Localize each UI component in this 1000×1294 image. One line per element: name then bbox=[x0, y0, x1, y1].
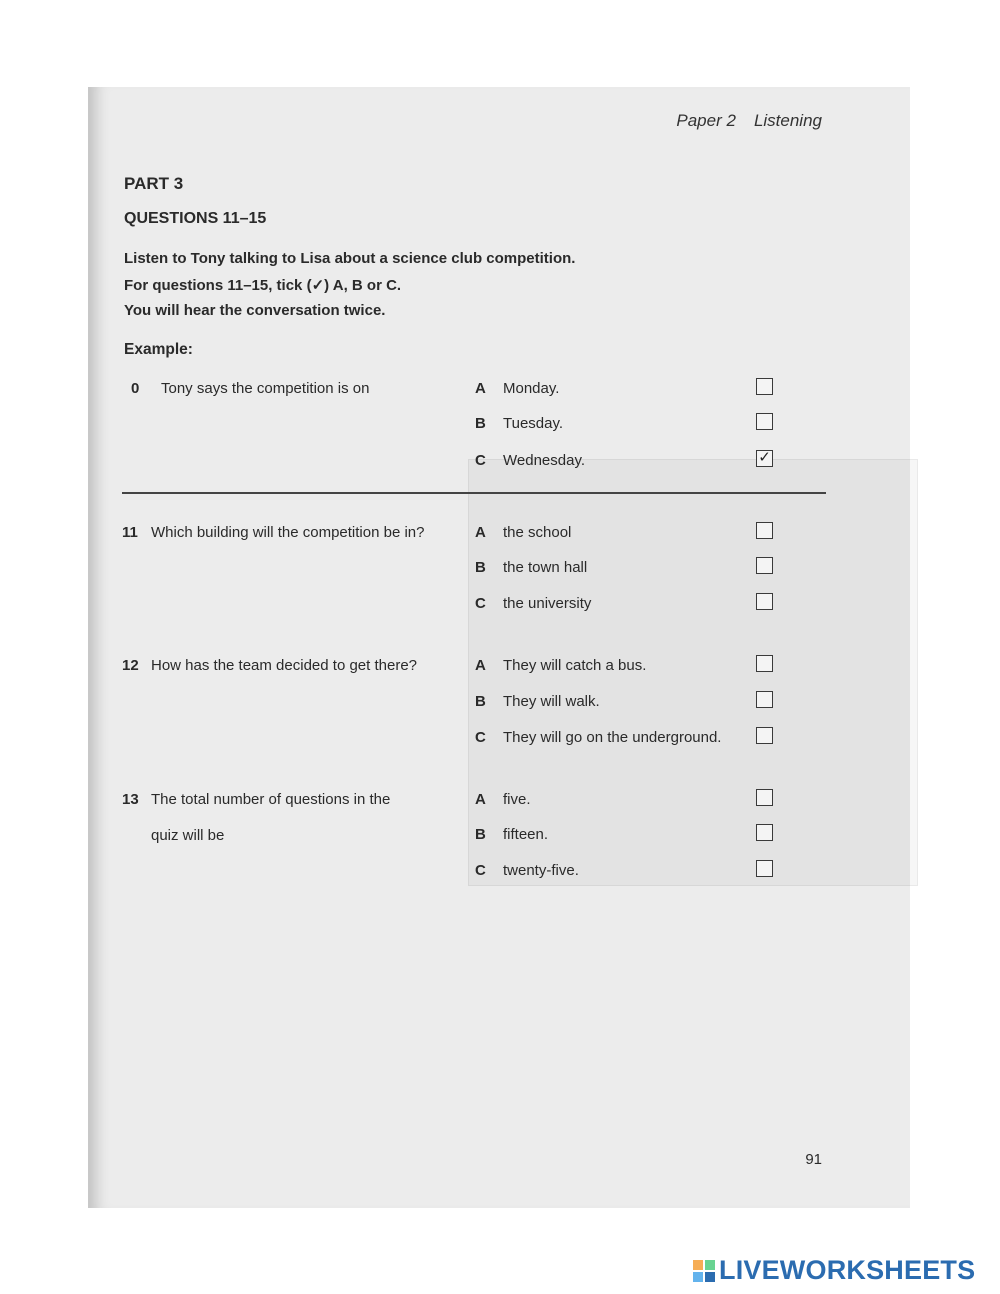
option-letter: C bbox=[475, 862, 486, 879]
option-text: fifteen. bbox=[503, 826, 549, 843]
tick-mark: ✓ bbox=[758, 449, 771, 466]
option-text: five. bbox=[503, 791, 531, 808]
option-text: the university bbox=[503, 595, 592, 612]
liveworksheets-logo bbox=[693, 1255, 975, 1286]
option-text: Monday. bbox=[503, 380, 560, 397]
answer-checkbox[interactable] bbox=[756, 691, 773, 708]
option-letter: C bbox=[475, 452, 486, 469]
option-letter: B bbox=[475, 693, 486, 710]
question-number: 12 bbox=[122, 657, 139, 674]
option-letter: A bbox=[475, 657, 486, 674]
question-text: The total number of questions in the bbox=[151, 791, 391, 808]
example-divider bbox=[122, 492, 826, 494]
page-number: 91 bbox=[805, 1151, 822, 1168]
exam-page bbox=[88, 87, 910, 1208]
answer-checkbox[interactable] bbox=[756, 593, 773, 610]
option-letter: A bbox=[475, 791, 486, 808]
instruction-line: You will hear the conversation twice. bbox=[124, 302, 386, 319]
instruction-line: For questions 11–15, tick (✓) A, B or C. bbox=[124, 277, 402, 294]
option-letter: A bbox=[475, 380, 486, 397]
question-number: 0 bbox=[131, 380, 140, 397]
answer-checkbox[interactable] bbox=[756, 727, 773, 744]
option-letter: B bbox=[475, 559, 486, 576]
logo-text: LIVEWORKSHEETS bbox=[719, 1255, 976, 1285]
option-letter: C bbox=[475, 595, 486, 612]
part-title: PART 3 bbox=[124, 174, 184, 193]
option-text: They will go on the underground. bbox=[503, 729, 722, 746]
section-label: Listening bbox=[753, 111, 822, 130]
paper-label: Paper 2 bbox=[676, 111, 736, 130]
example-label: Example: bbox=[124, 341, 193, 358]
logo-icon bbox=[693, 1260, 715, 1282]
question-text: quiz will be bbox=[151, 827, 225, 844]
option-text: the school bbox=[503, 524, 572, 541]
option-text: Tuesday. bbox=[503, 415, 564, 432]
option-text: twenty-five. bbox=[503, 862, 579, 879]
question-number: 11 bbox=[122, 524, 138, 541]
answer-checkbox[interactable] bbox=[756, 557, 773, 574]
option-letter: A bbox=[475, 524, 486, 541]
answer-checkbox-checked[interactable] bbox=[756, 450, 773, 467]
option-text: They will catch a bus. bbox=[503, 657, 647, 674]
page-header bbox=[676, 111, 822, 131]
question-text: How has the team decided to get there? bbox=[151, 657, 418, 674]
question-text: Tony says the competition is on bbox=[161, 380, 370, 397]
answer-checkbox[interactable] bbox=[756, 413, 773, 430]
instruction-line: Listen to Tony talking to Lisa about a science club competition. bbox=[124, 250, 576, 267]
option-letter: B bbox=[475, 826, 486, 843]
option-letter: B bbox=[475, 415, 486, 432]
answer-checkbox[interactable] bbox=[756, 655, 773, 672]
question-text: Which building will the competition be in? bbox=[151, 524, 425, 541]
option-text: They will walk. bbox=[503, 693, 600, 710]
answer-checkbox[interactable] bbox=[756, 860, 773, 877]
answer-checkbox[interactable] bbox=[756, 824, 773, 841]
question-number: 13 bbox=[122, 791, 139, 808]
option-text: the town hall bbox=[503, 559, 588, 576]
answer-checkbox[interactable] bbox=[756, 378, 773, 395]
option-text: Wednesday. bbox=[503, 452, 585, 469]
option-letter: C bbox=[475, 729, 486, 746]
questions-range: QUESTIONS 11–15 bbox=[124, 210, 267, 227]
answer-checkbox[interactable] bbox=[756, 522, 773, 539]
answer-checkbox[interactable] bbox=[756, 789, 773, 806]
